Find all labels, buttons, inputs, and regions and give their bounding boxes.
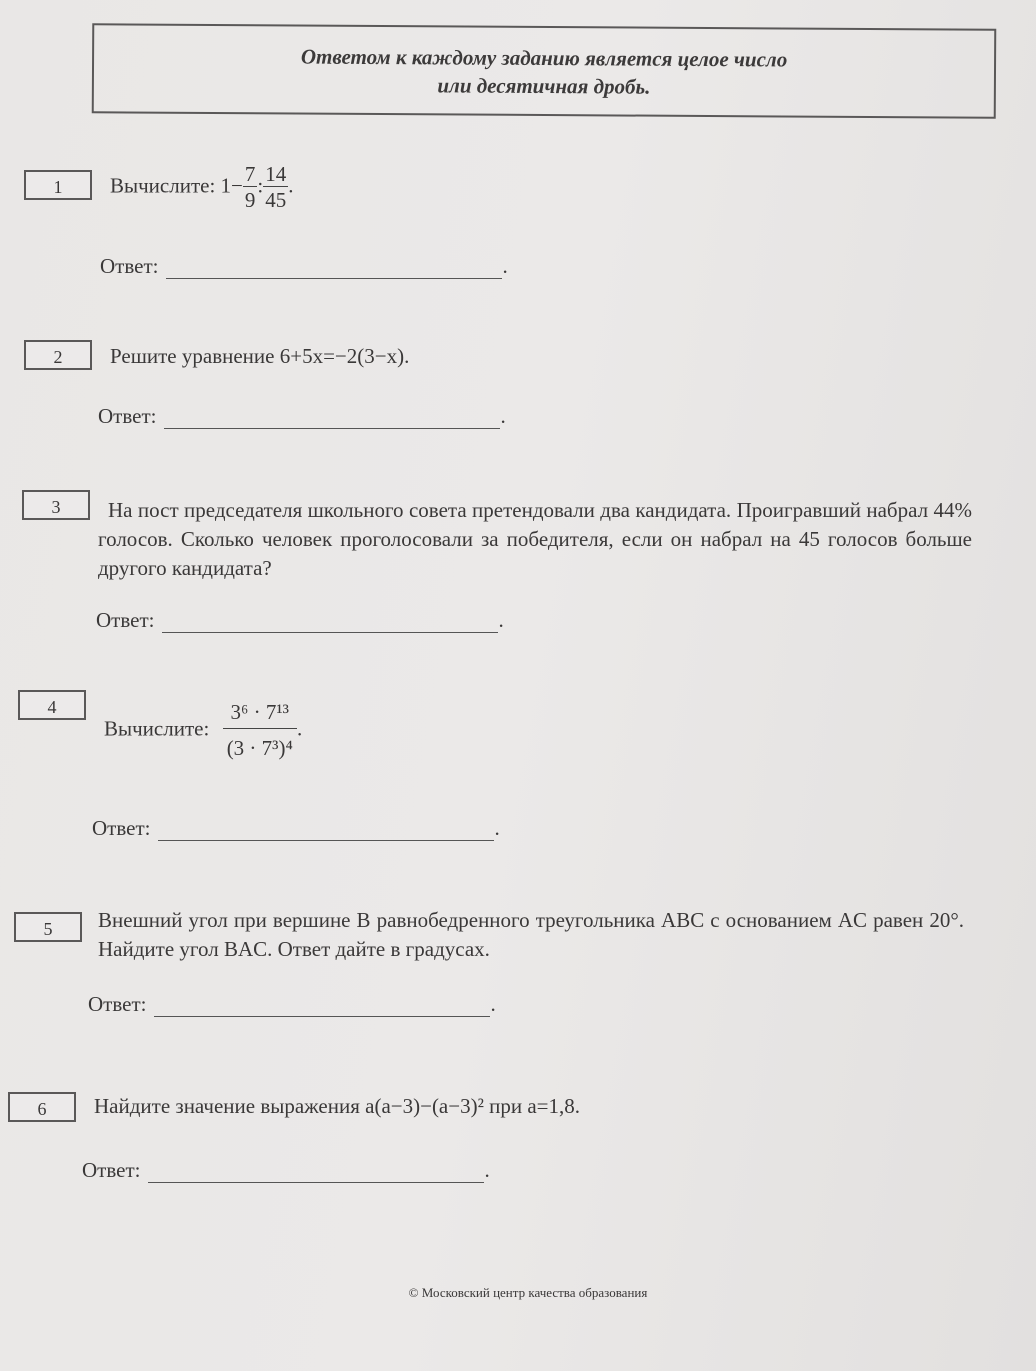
period: .: [296, 716, 303, 741]
denominator: (3 · 7³)⁴: [226, 736, 293, 760]
task-1-prefix: Вычислите: 1−: [110, 173, 243, 198]
denominator: 9: [244, 188, 256, 212]
instructions-box: [92, 23, 997, 119]
answer-dot: .: [502, 254, 508, 278]
answer-label: Ответ:: [88, 992, 147, 1016]
task-text: Решите уравнение 6+5x=−2(3−x).: [110, 344, 410, 368]
answer-field[interactable]: [82, 1158, 490, 1183]
answer-dot: .: [500, 404, 506, 428]
answer-field[interactable]: [92, 816, 500, 841]
numerator: 14: [265, 162, 287, 186]
numerator: 3⁶ · 7¹³: [223, 700, 297, 729]
answer-line[interactable]: [158, 820, 494, 841]
answer-label: Ответ:: [96, 608, 155, 632]
answer-field[interactable]: [98, 404, 506, 429]
answer-field[interactable]: [88, 992, 496, 1017]
task-number-box: 5: [14, 912, 82, 942]
answer-label: Ответ:: [92, 816, 151, 840]
answer-line[interactable]: [148, 1162, 484, 1183]
task-text: Внешний угол при вершине B равнобедренного треугольника ABC с основанием AC равен 20°. Найдите угол BAC. Ответ дайте в градусах.: [98, 908, 964, 961]
division-sign: :: [257, 173, 264, 198]
task-number-box: 4: [18, 690, 86, 720]
copyright-footer: © Московский центр качества образования: [408, 1285, 648, 1300]
fraction-7-9: [243, 162, 258, 213]
fraction-14-45: [263, 162, 288, 213]
answer-line[interactable]: [162, 612, 498, 633]
task-text: [104, 700, 302, 761]
answer-label: Ответ:: [100, 254, 159, 278]
task-number-box: 2: [24, 340, 92, 370]
answer-line[interactable]: [164, 408, 500, 429]
task-4-prefix: Вычислите:: [104, 716, 210, 741]
answer-label: Ответ:: [82, 1158, 141, 1182]
instructions-line-1: Ответом к каждому заданию является целое число: [300, 44, 788, 72]
numerator: 7: [244, 162, 256, 186]
answer-label: Ответ:: [98, 404, 157, 428]
task-number-box: 3: [22, 490, 90, 520]
answer-dot: .: [498, 608, 504, 632]
denominator: 45: [265, 188, 287, 212]
power-fraction: [223, 700, 297, 761]
task-number-box: 1: [24, 170, 92, 200]
task-text: На пост председателя школьного совета претендовали два кандидата. Проигравший набрал 44% голосов. Сколько человек проголосовали за победителя, если он набрал на 45 голосов больше другого кандидата?: [98, 498, 972, 580]
answer-field[interactable]: [100, 254, 508, 279]
instructions-line-2: или десятичная дробь.: [437, 73, 651, 99]
task-text: [110, 162, 293, 213]
answer-line[interactable]: [166, 258, 502, 279]
answer-field[interactable]: [96, 608, 504, 633]
answer-dot: .: [494, 816, 500, 840]
answer-dot: .: [490, 992, 496, 1016]
answer-line[interactable]: [154, 996, 490, 1017]
task-number-box: 6: [8, 1092, 76, 1122]
task-text: Найдите значение выражения a(a−3)−(a−3)² при a=1,8.: [94, 1094, 581, 1118]
period: .: [288, 173, 294, 198]
answer-dot: .: [484, 1158, 490, 1182]
